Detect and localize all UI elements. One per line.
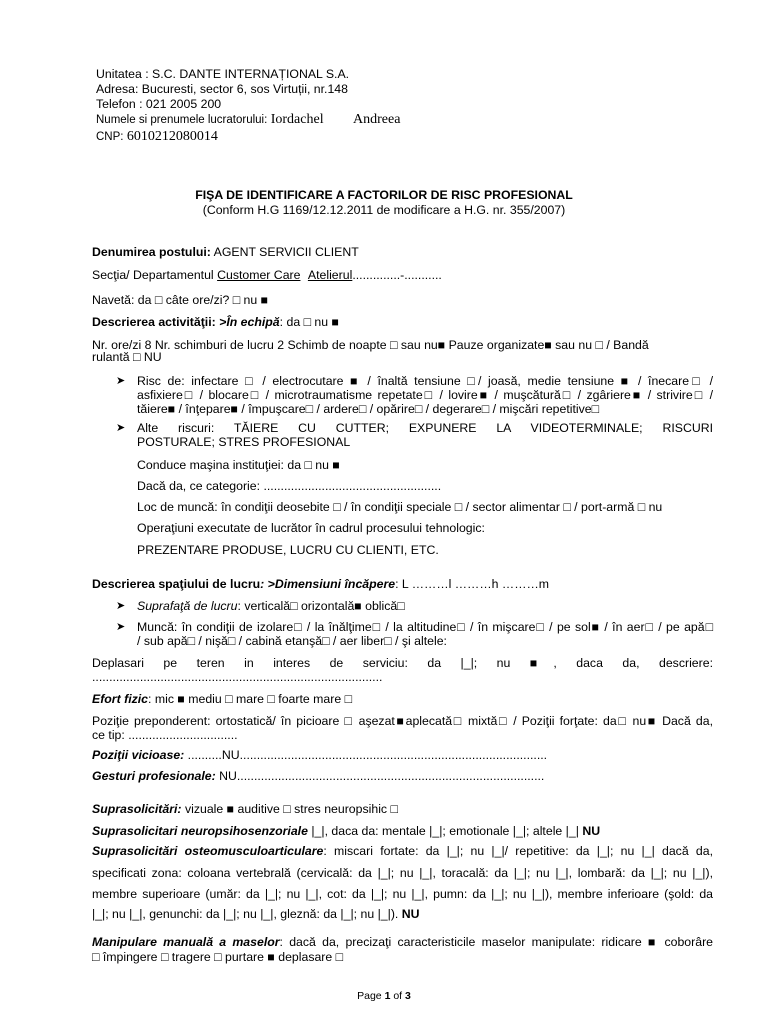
drive-line: Conduce maşina instituţiei: da □ nu ■ (137, 458, 340, 472)
worker-first-name: Andreea (353, 112, 401, 127)
worker-name-line (96, 112, 400, 128)
osteo-line-3: membre superioare (umăr: da |_|; nu |_|, cot: da |_|; nu |_|, pumn: da |_|; nu |_|), membre inferioare (şold: da (92, 887, 713, 901)
osteo-line-1 (92, 844, 713, 858)
vicious-positions-label: Poziţii vicioase: (92, 748, 185, 762)
workspace-values: : L ………l ………h ………m (395, 577, 550, 591)
surface-line (137, 599, 405, 613)
cnp-line (96, 129, 218, 145)
document-title: FIŞA DE IDENTIFICARE A FACTORILOR DE RISC PROFESIONAL (195, 188, 573, 202)
page-number: 1 (384, 990, 391, 1002)
page-footer (0, 990, 768, 1002)
osteo-line-4 (92, 907, 420, 921)
surface-label: Suprafaţă de lucru (137, 599, 238, 613)
effort-values: : mic ■ mediu □ mare □ foarte mare □ (148, 692, 352, 706)
osteo-answer: NU (401, 907, 420, 921)
presentation-line: PREZENTARE PRODUSE, LUCRU CU CLIENTI, ETC. (137, 543, 439, 557)
address-line: Adresa: Bucuresti, sector 6, sos Virtuții, nr.148 (96, 82, 348, 96)
arrow-bullet-icon: ➤ (116, 375, 126, 387)
workspace-line (92, 577, 549, 591)
position-line-2: ce tip: ................................ (92, 728, 238, 742)
osteo-line-2: specificati zona: coloana vertebrală (cervicală: da |_|; nu |_|, toracală: da |_|; nu |_|, lombară: da |_|; nu |_|), (92, 866, 713, 880)
travel-line-2: ..................................................................................... (92, 670, 383, 684)
osteo-label: Suprasolicitări osteomusculoarticulare (92, 844, 324, 858)
osteo-values-4: |_|; nu |_|, genunchi: da |_|; nu |_|, gleznă: da |_|; nu |_|). (92, 907, 402, 921)
manual-handling-line-2: □ împingere □ tragere □ purtare ■ deplasare □ (92, 950, 344, 964)
neuro-label: Suprasolicitari neuropsihosenzoriale (92, 824, 308, 838)
department-label: Secţia/ Departamentul (92, 268, 218, 282)
arrow-bullet-icon: ➤ (116, 600, 126, 612)
department-line (92, 268, 442, 282)
travel-line-1: Deplasari pe teren in interes de serviciu: da |_|; nu ■, daca da, descriere: (92, 656, 713, 670)
page-total: 3 (405, 990, 411, 1002)
neuro-values: |_|, daca da: mentale |_|; emotionale |_|; altele |_| (307, 824, 583, 838)
hours-line-1: Nr. ore/zi 8 Nr. schimburi de lucru 2 Schimb de noapte □ sau nu■ Pauze organizate■ sau nu □ / Bandă (92, 338, 649, 352)
effort-line (92, 692, 352, 706)
work-conditions-line-1: Muncă: în condiţii de izolare□ / la înălţime□ / la altitudine□ / în mişcare□ / pe sol■ / în aer□ / pe apă□ (137, 620, 713, 634)
vicious-positions-line (92, 748, 547, 762)
worker-last-name: Iordachel (270, 112, 324, 127)
cnp-label: CNP: (96, 131, 124, 143)
risk-line-3: tăiere■ / înţepare■ / împuşcare□ / ardere□ / opărire□ / degerare□ / mişcări repetitive□ (137, 402, 600, 416)
job-label: Denumirea postului: (92, 245, 211, 259)
neuro-line (92, 824, 600, 838)
gestures-label: Gesturi profesionale: (92, 769, 216, 783)
worker-label: Numele si prenumele lucratorului: (96, 114, 268, 126)
category-line: Dacă da, ce categorie: .................................................... (137, 479, 442, 493)
manual-handling-values-1: : dacă da, precizaţi caracteristicile maselor manipulate: ridicare ■ coborâre (279, 935, 714, 949)
activity-options: : da □ nu ■ (279, 315, 339, 329)
overload-label: Suprasolicitări: (92, 802, 182, 816)
gestures-value: NU.......................................................................................... (215, 769, 545, 783)
operations-line: Operaţiuni executate de lucrător în cadrul procesului tehnologic: (137, 521, 485, 535)
cnp-value: 6010212080014 (126, 129, 218, 144)
unit-line: Unitatea : S.C. DANTE INTERNAȚIONAL S.A. (96, 67, 350, 81)
neuro-answer: NU (582, 824, 601, 838)
gestures-line (92, 769, 544, 783)
manual-handling-label: Manipulare manuală a maselor (92, 935, 280, 949)
work-conditions-line-2: / sub apă□ / nişă□ / cabină etanşă□ / aer liber□ / şi altele: (137, 634, 447, 648)
arrow-bullet-icon: ➤ (116, 621, 126, 633)
phone-line: Telefon : 021 2005 200 (96, 97, 222, 111)
hours-line-2: rulantă □ NU (92, 350, 162, 364)
position-line-1: Poziţie preponderent: ortostatică/ în picioare □ aşezat■aplecată□ mixtă□ / Poziţii forţate: da□ nu■ Dacă da, (92, 714, 713, 728)
overload-values: vizuale ■ auditive □ stres neuropsihic □ (181, 802, 398, 816)
effort-label: Efort fizic (92, 692, 149, 706)
job-line (92, 245, 359, 259)
manual-handling-line-1 (92, 935, 713, 949)
document-subtitle: (Conform H.G 1169/12.12.2011 de modificare a H.G. nr. 355/2007) (202, 203, 566, 217)
surface-values: : verticală□ orizontală■ oblică□ (237, 599, 405, 613)
activity-team: >În echipă (215, 315, 280, 329)
overload-line (92, 802, 398, 816)
workspace-dimensions: : >Dimensiuni încăpere (260, 577, 396, 591)
other-risks-line-1: Alte riscuri: TĂIERE CU CUTTER; EXPUNERE LA VIDEOTERMINALE; RISCURI (137, 421, 713, 435)
workplace-line: Loc de muncă: în condiţii deosebite □ / în condiţii speciale □ / sector alimentar □ / port-armă □ nu (137, 500, 663, 514)
activity-line (92, 315, 339, 329)
osteo-values-1: : miscari fortate: da |_|; nu |_|/ repetitive: da |_|; nu |_| dacă da, (323, 844, 713, 858)
job-value: AGENT SERVICII CLIENT (210, 245, 359, 259)
activity-label: Descrierea activităţii: (92, 315, 216, 329)
atelier-label: Atelierul (307, 268, 353, 282)
arrow-bullet-icon: ➤ (116, 422, 126, 434)
page-word: Page (357, 990, 385, 1002)
workspace-label: Descrierea spaţiului de lucru (92, 577, 261, 591)
department-value: Customer Care (217, 268, 301, 282)
other-risks-line-2: POSTURALE; STRES PROFESIONAL (137, 435, 351, 449)
atelier-dots: ..............-........... (352, 268, 442, 282)
vicious-positions-value: ..........NU.......................................................................................... (184, 748, 548, 762)
risk-line-1: Risc de: infectare □ / electrocutare ■ / înaltă tensiune □/ joasă, medie tensiune ■ / înecare□ / (137, 374, 713, 388)
naveta-line: Navetă: da □ câte ore/zi? □ nu ■ (92, 293, 269, 307)
risk-line-2: asfixiere□ / blocare□ / microtraumatisme repetate□ / lovire■ / muşcătură□ / zgâriere■ / strivire□ / (137, 388, 713, 402)
of-word: of (390, 990, 406, 1002)
